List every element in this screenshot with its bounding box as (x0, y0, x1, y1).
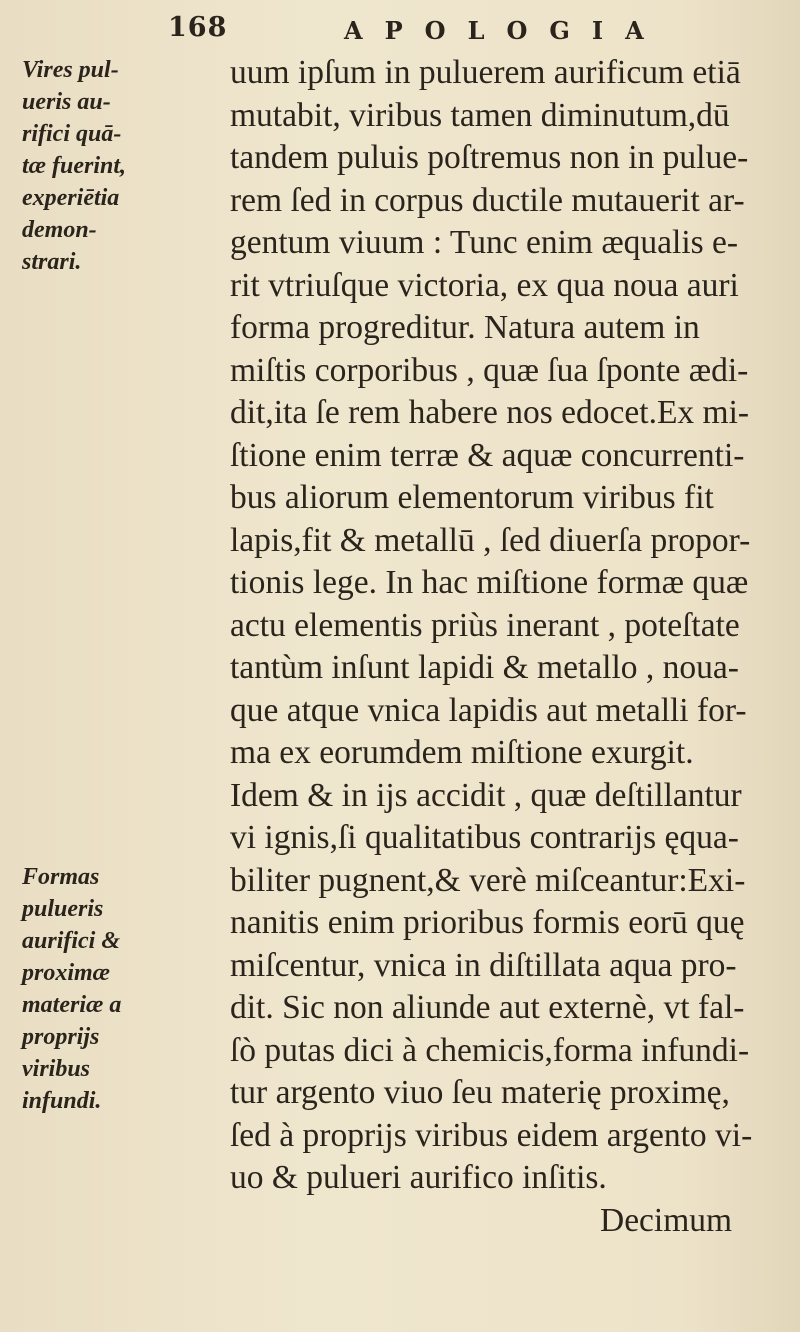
text-line: tionis lege. In hac miſtione formæ quæ (230, 564, 749, 601)
text-line: bus aliorum elementorum viribus fit (230, 479, 714, 516)
text-line: dit,ita ſe rem habere nos edocet.Ex mi- (230, 394, 750, 431)
margin-note-line: strari. (22, 249, 82, 275)
text-line: miſcentur, vnica in diſtillata aqua pro- (230, 946, 737, 984)
margin-note-line: viribus (22, 1056, 91, 1082)
text-line: tandem puluis poſtremus non in pulue- (230, 139, 749, 176)
text-line: forma progreditur. Natura autem in (230, 309, 700, 346)
margin-note-line: demon- (22, 217, 97, 243)
margin-note-line: pulueris (22, 896, 104, 922)
text-line: mutabit, viribus tamen diminutum,dū (230, 96, 730, 134)
margin-note-line: infundi. (22, 1088, 102, 1114)
text-line: biliter pugnent,& verè miſceantur:Exi- (230, 861, 746, 899)
margin-note-line: experiētia (22, 185, 120, 211)
text-line: rit vtriuſque victoria, ex qua noua auri (230, 266, 739, 304)
text-line: miſtis corporibus , quæ ſua ſponte ædi- (230, 351, 749, 389)
running-title: APOLOGIA (344, 16, 666, 45)
text-line: ma ex eorumdem miſtione exurgit. (230, 734, 694, 771)
text-line: tur argento viuo ſeu materię proximę, (230, 1074, 730, 1111)
page-header (0, 8, 800, 48)
text-line: uum ipſum in puluerem aurificum etiā (230, 54, 741, 91)
body-text (230, 52, 770, 1242)
text-line: rem ſed in corpus ductile mutauerit ar- (230, 181, 745, 219)
text-line: nanitis enim prioribus formis eorū quę (230, 904, 745, 941)
margin-note-line: tæ fuerint, (22, 153, 127, 179)
margin-note-line: proprijs (22, 1024, 100, 1050)
margin-note-line: Vires pul- (22, 57, 119, 83)
text-line: uo & pulueri aurifico inſitis. (230, 1159, 607, 1196)
text-line: gentum viuum : Tunc enim æqualis e- (230, 224, 739, 261)
margin-note-line: ueris au- (22, 89, 111, 115)
text-line: tantùm inſunt lapidi & metallo , noua- (230, 649, 739, 686)
text-line: que atque vnica lapidis aut metalli for- (230, 691, 747, 729)
margin-note-line: proximæ (22, 960, 111, 986)
text-line: ſò putas dici à chemicis,forma infundi- (230, 1031, 750, 1069)
margin-note-line: Formas (22, 864, 100, 890)
margin-note-vires (22, 54, 172, 278)
catchword: Decimum (600, 1201, 733, 1239)
margin-note-line: rifici quā- (22, 121, 122, 147)
margin-note-line: materiæ a (22, 992, 122, 1018)
text-line: ſtione enim terræ & aquæ concurrenti- (230, 436, 745, 474)
text-line: dit. Sic non aliunde aut externè, vt fal- (230, 989, 745, 1026)
text-line: lapis,fit & metallū , ſed diuerſa propor- (230, 521, 751, 559)
text-line: Idem & in ijs accidit , quæ deſtillantur (230, 776, 742, 814)
margin-note-formas (22, 861, 172, 1117)
page-number: 168 (168, 12, 228, 43)
text-line: actu elementis priùs inerant , poteſtate (230, 606, 740, 644)
margin-note-line: aurifici & (22, 928, 121, 954)
text-line: vi ignis,ſi qualitatibus contrarijs ęqua- (230, 819, 739, 856)
text-line: ſed à proprijs viribus eidem argento vi- (230, 1116, 753, 1154)
